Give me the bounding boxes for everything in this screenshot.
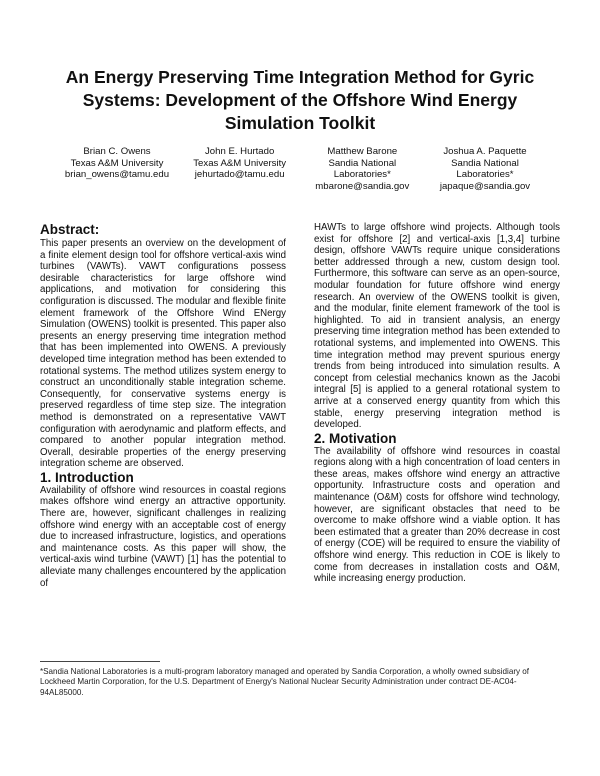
author-block [56,146,546,192]
author-name: John E. Hurtado [204,146,275,157]
introduction-text: Availability of offshore wind resources in coastal regions makes offshore wind energy an attractive opportunity. There are, however, significant challenges in realizing offshore wind energy with an acceptable cost of energy due to increased infrastructure, logistics, and operations and maintenance costs. As this paper will show, the vertical-axis wind turbine (VAWT) [1] has the potential to alleviate many challenges encountered by the application of [40,484,286,589]
author-affiliation: Laboratories* [333,169,391,181]
author-email: jehurtado@tamu.edu [194,169,285,181]
author-paquette [424,146,546,192]
abstract-text: This paper presents an overview on the development of a finite element design tool for offshore vertical-axis wind turbines (VAWTs). VAWT configurations possess desirable characteristics for large offshore wind applications, and motivation for considering this configuration is discussed. The modular and flexible finite element framework of the Offshore Wind ENergy Simulation (OWENS) toolkit is presented. This paper also presents an energy preserving time integration method that has been implemented into OWENS. A previously developed time integration method has been extended to rotational systems. The method utilizes system energy to construct an unconditionally stable integration scheme. Consequently, for conservative systems energy is preserved regardless of time step size. The integration method is demonstrated on a representative VAWT configuration with aerodynamic and platform effects, and compared to another popular integration method. Overall, desirable properties of the energy preserving integration scheme are observed. [40,238,286,470]
right-column [314,222,560,585]
author-affiliation: Sandia National [451,157,519,169]
author-affiliation: Sandia National [328,157,397,169]
paper-title: An Energy Preserving Time Integration Method for Gyric Systems: Development of the Offshore Wind Energy Simulation Toolkit [65,67,535,133]
author-barone [301,146,423,192]
footnote: *Sandia National Laboratories is a multi-program laboratory managed and operated by Sandia Corporation, a wholly owned subsidiary of Lockheed Martin Corporation, for the U.S. Department of Energy's National Nuclear Security Administration under contract DE-AC04-94AL85000. [40,667,530,697]
footnote-divider [40,661,160,662]
motivation-heading: 2. Motivation [314,430,397,446]
author-affiliation: Texas A&M University [193,157,287,169]
abstract-heading: Abstract: [40,222,100,237]
author-hurtado [179,146,301,192]
author-name: Brian C. Owens [83,146,151,157]
motivation-text: The availability of offshore wind resources in coastal regions along with a high concentration of load centers in these areas, makes offshore wind energy an attractive opportunity. Infrastructure costs and operation and maintenance (O&M) costs for offshore wind technology, however, are significant obstacles that need to be overcome to make offshore wind a viable option. It has been estimated that a greater than 20% decrease in cost of energy (COE) will be required to ensure the viability of offshore wind energy. This reduction in COE is likely to come from decreases in installation costs and O&M, while increasing energy production. [314,445,560,585]
author-email: brian_owens@tamu.edu [64,169,170,181]
author-affiliation: Laboratories* [456,169,514,181]
author-owens [56,146,178,192]
author-name: Joshua A. Paquette [443,146,527,157]
author-name: Matthew Barone [327,146,398,157]
author-affiliation: Texas A&M University [70,157,164,169]
author-email: mbarone@sandia.gov [315,180,410,192]
author-email: japaque@sandia.gov [439,180,531,192]
introduction-text-continued: HAWTs to large offshore wind projects. Although tools exist for offshore [2] and vertical-axis [1,3,4] turbine design, offshore VAWTs require unique considerations better addressed through a new, custom design tool. Furthermore, this software can serve as an open-source, modular foundation for future offshore wind energy research. An overview of the OWENS toolkit is given, and the modular, finite element framework of the tool is highlighted. To aid in transient analysis, an energy preserving time integration method has been extended to rotational systems, and implemented into OWENS. This time integration method may prevent spurious energy trends from being introduced into simulation results. A concept from celestial mechanics known as the Jacobi integral [5] is applied to a general rotational system to arrive at a conserved energy quantity from which this stable, energy preserving integration method is developed. [314,222,560,431]
introduction-heading: 1. Introduction [40,469,134,485]
left-column [40,222,286,589]
